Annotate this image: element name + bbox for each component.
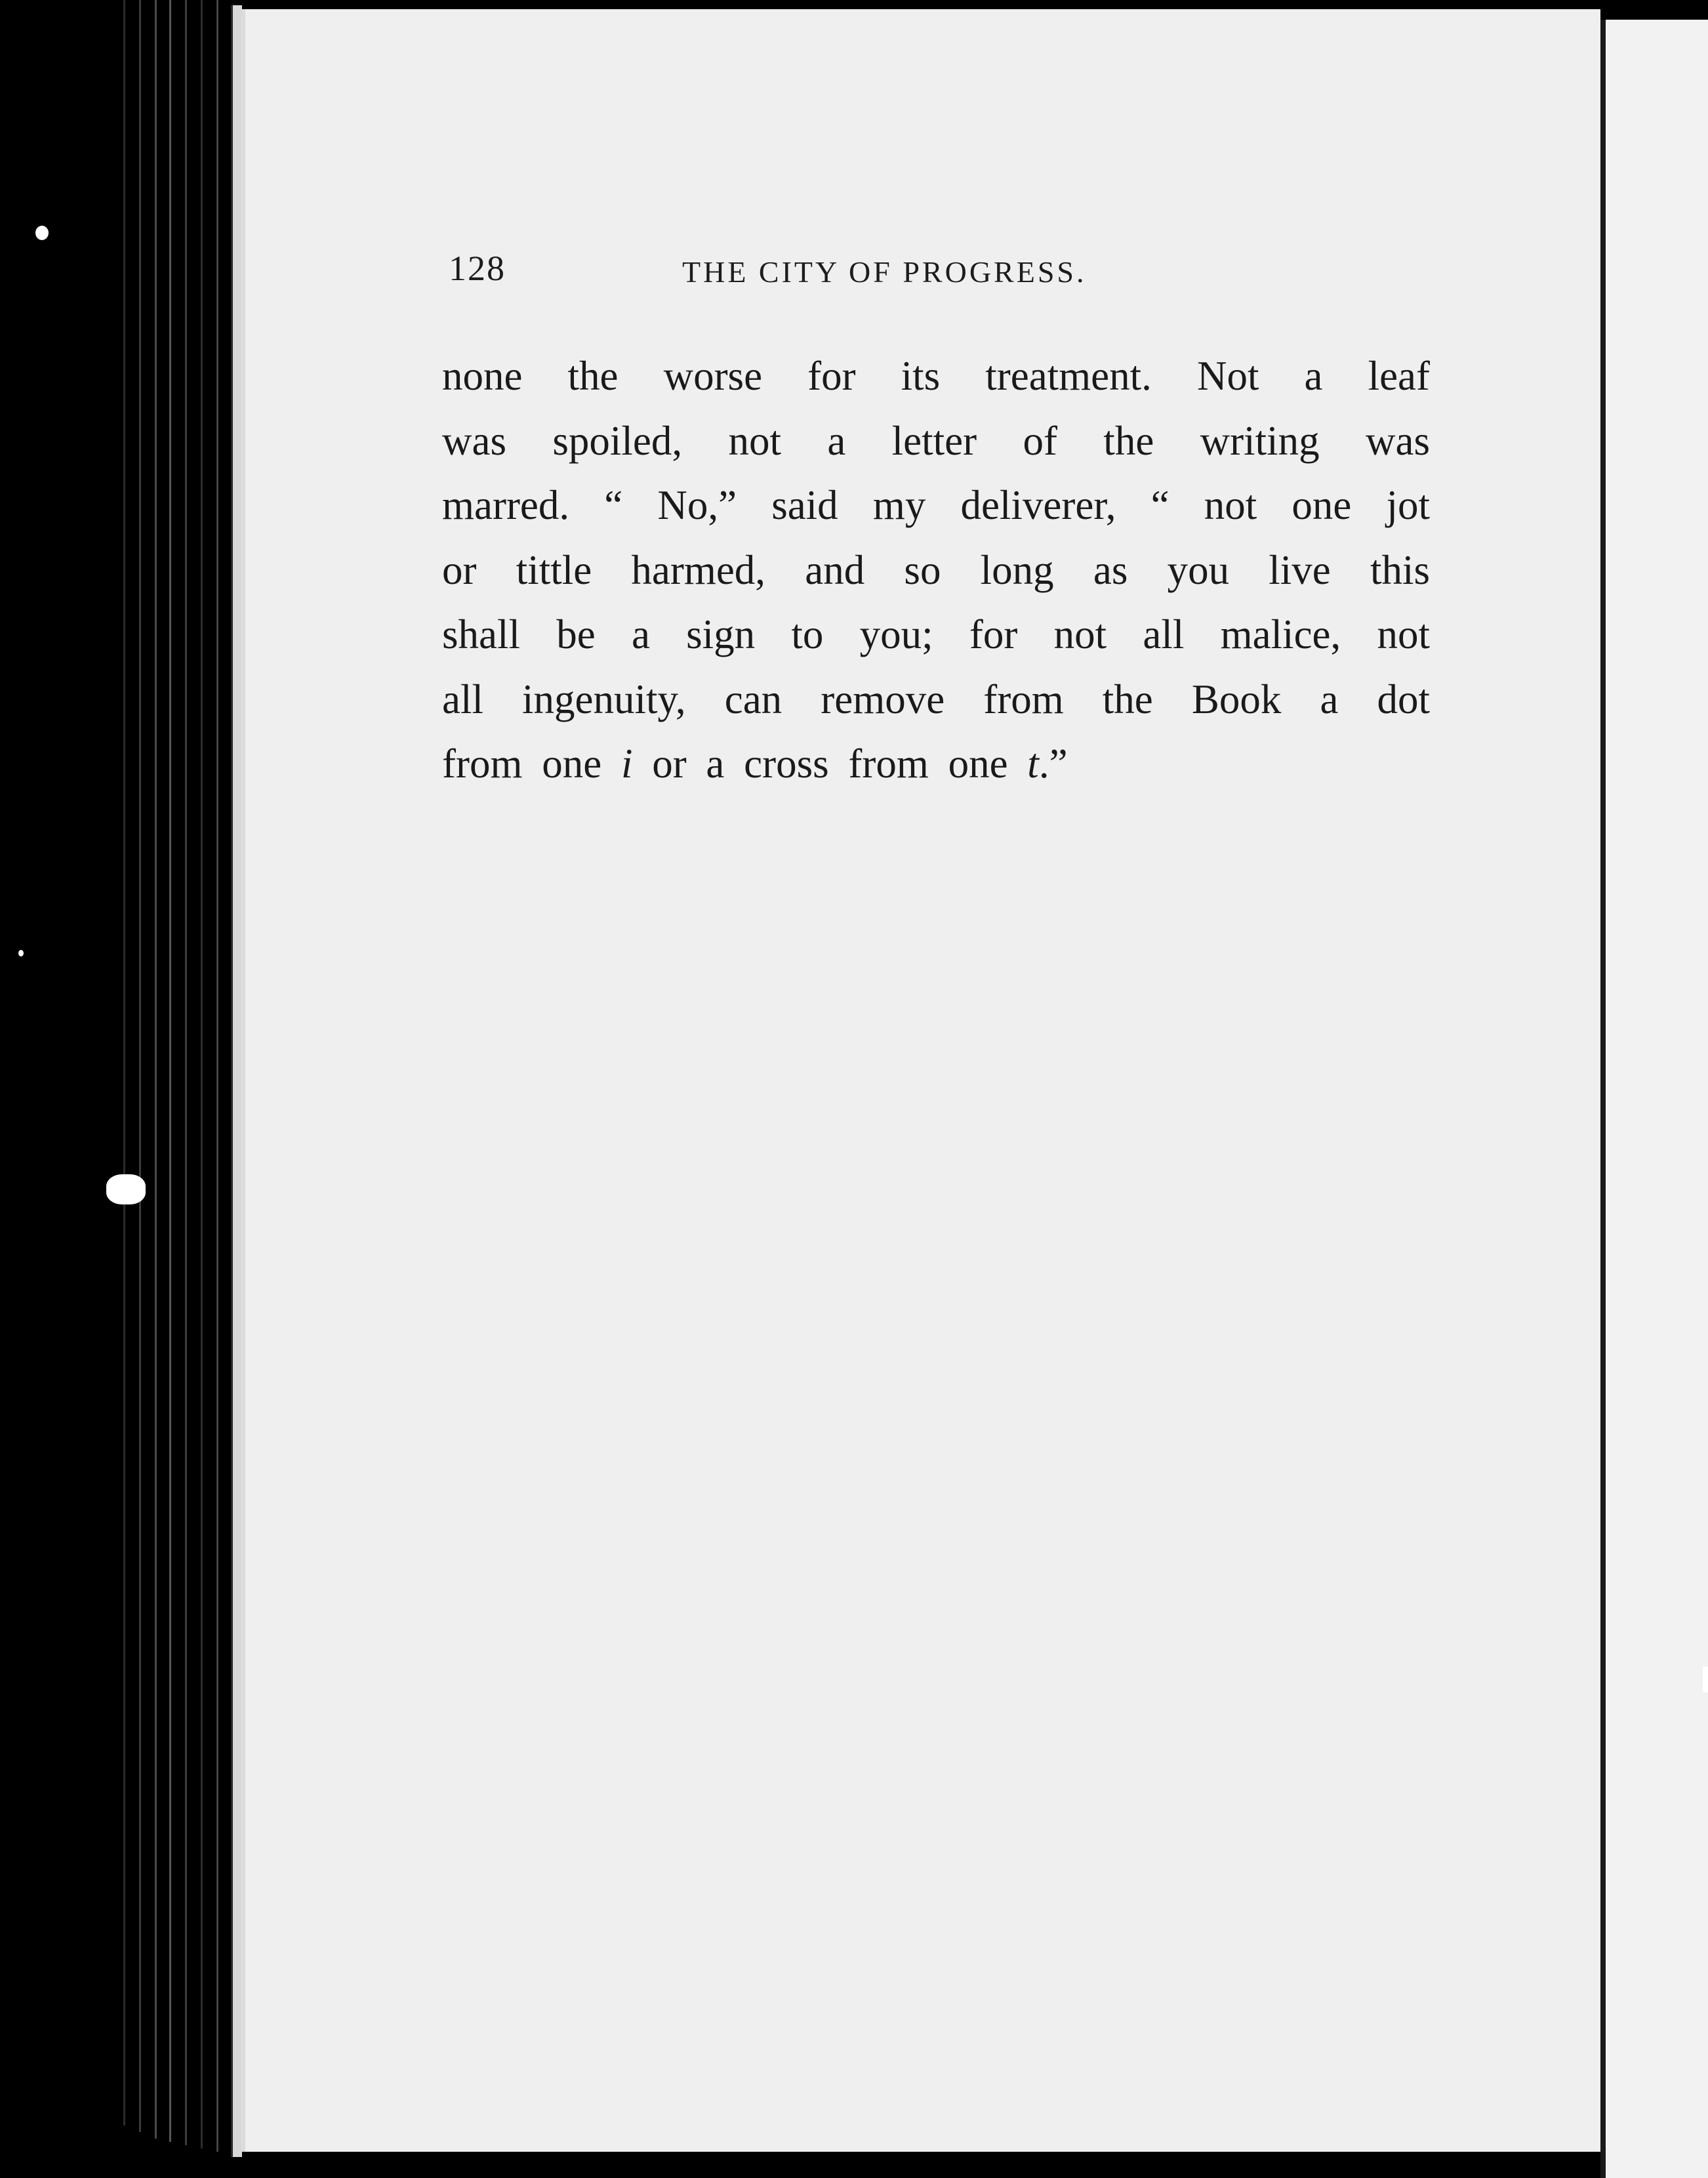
scan-speck	[35, 226, 49, 240]
facing-page-edge	[1600, 20, 1708, 2178]
italic-letter-i: i	[620, 741, 633, 787]
running-title: THE CITY OF PROGRESS.	[682, 255, 1087, 289]
scan-speck	[18, 950, 24, 956]
scan-speck	[106, 1174, 146, 1204]
text-line: or tittle harmed, and so long as you live this	[442, 546, 1430, 593]
text-line: marred. “ No,” said my deliverer, “ not one jot	[442, 482, 1430, 528]
italic-letter-t: t	[1027, 741, 1039, 787]
text-fragment: from one	[442, 741, 621, 787]
scan-speck	[1703, 1666, 1708, 1693]
text-fragment: or a cross from one	[632, 741, 1028, 787]
text-line: none the worse for its treatment. Not a leaf	[442, 353, 1430, 399]
text-line: was spoiled, not a letter of the writing was	[442, 417, 1430, 464]
text-line-last	[442, 731, 1430, 796]
text-line: all ingenuity, can remove from the Book a dot	[442, 676, 1430, 722]
text-fragment: .”	[1038, 741, 1068, 787]
book-page	[241, 9, 1600, 2152]
page-inner-edge	[231, 5, 242, 2157]
text-line: shall be a sign to you; for not all malice, not	[442, 611, 1430, 657]
page-number: 128	[449, 249, 506, 288]
page-header	[449, 248, 1433, 300]
body-paragraph	[442, 344, 1430, 796]
